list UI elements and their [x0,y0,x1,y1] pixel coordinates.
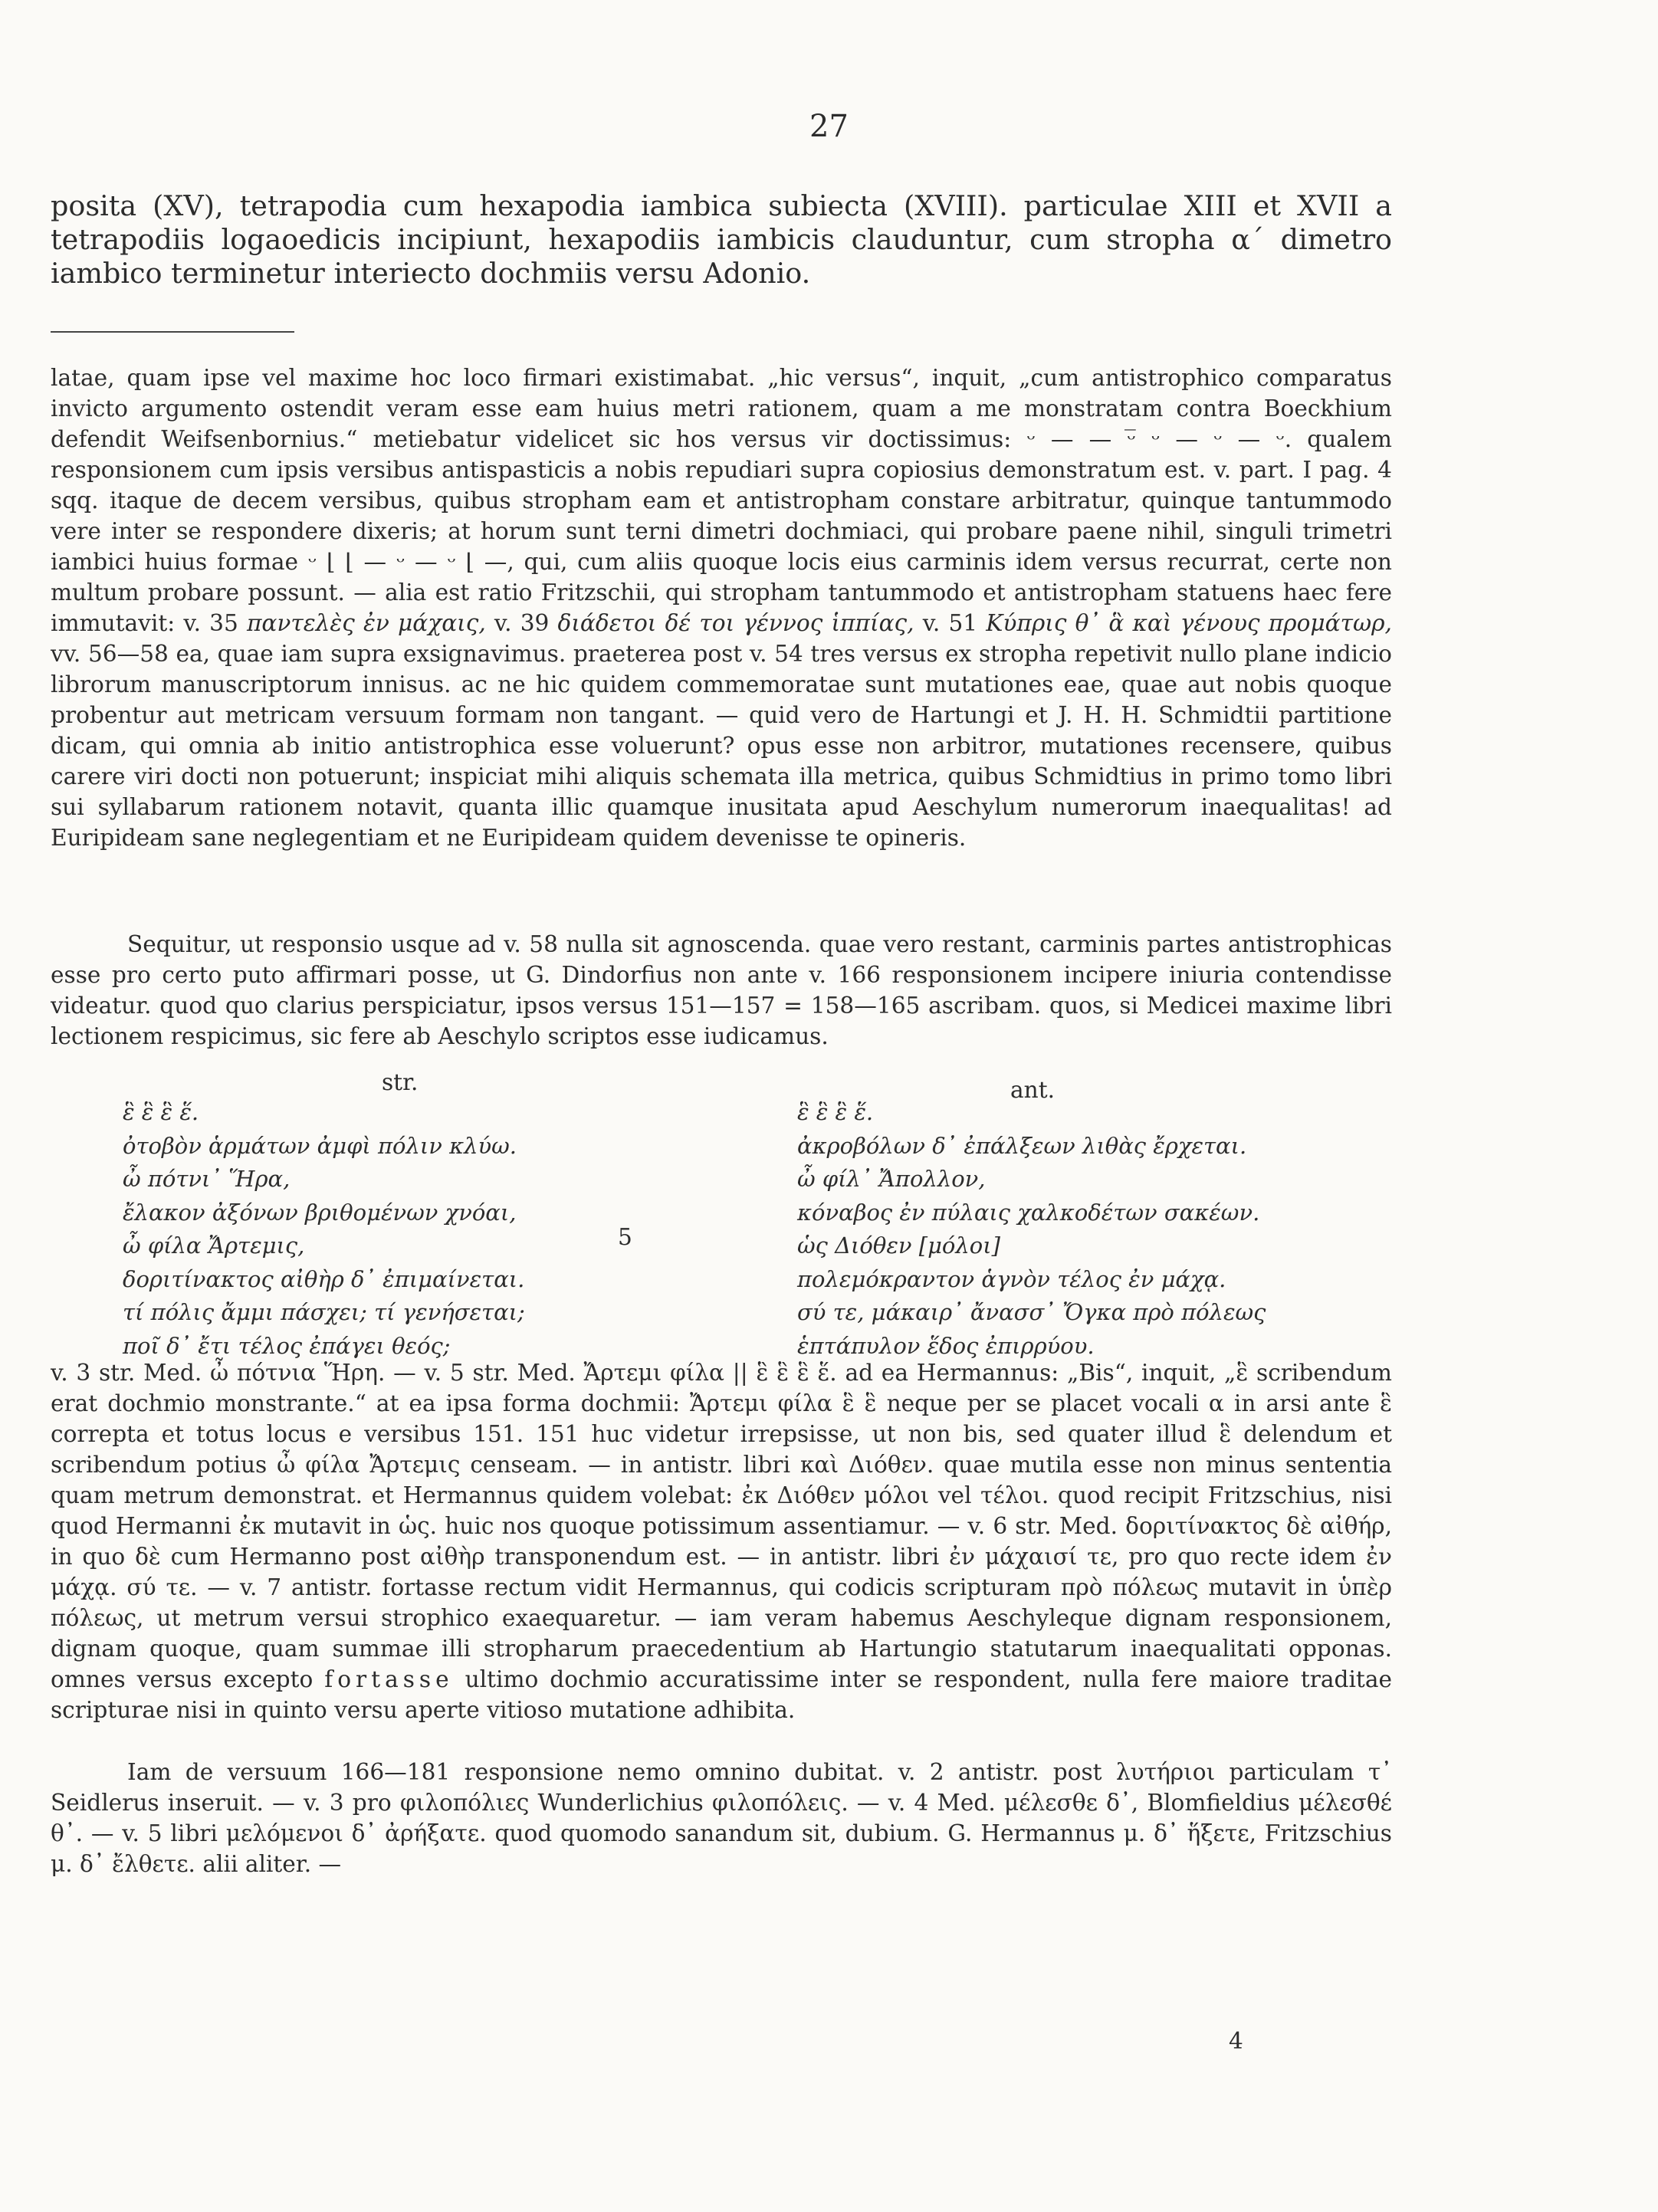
verse-line: ἓ ἓ ἓ ἕ. [797,1099,874,1125]
antistrophe-verses [797,1096,1395,1363]
verse-line: κόναβος ἐν πύλαις χαλκοδέτων σακέων. [797,1199,1260,1226]
greek-quote: Κύπρις θ᾽ ἃ καὶ γένους προμάτωρ, [986,610,1392,636]
greek-quote: παντελὲς ἐν μάχαις, [246,610,486,636]
verse-line: πολεμόκραντον ἁγνὸν τέλος ἐν μάχᾳ. [797,1265,1226,1292]
intro-paragraph: posita (XV), tetrapodia cum hexapodia iambica subiecta (XVIII). particulae XIII et XVII a tetrapodiis logaoedicis incipiunt, hexapodiis iambicis clauduntur, cum stropha α΄ dimetro iambico terminetur interiecto dochmiis versu Adonio. [51,189,1392,290]
verse-line: ὦ πότνι᾽ Ἥρα, [123,1166,291,1192]
footnote-ref: v. 39 [494,610,550,636]
verse-line: ὦ φίλα Ἄρτεμις, [123,1232,305,1259]
critical-note-text: v. 3 str. Med. ὦ πότνια Ἥρη. — v. 5 str. Med. Ἄρτεμι φίλα || ἓ ἓ ἓ ἕ. ad ea Hermannus: „Bis“, inquit, „ἓ scribendum erat dochmio monstrante.“ at ea ipsa forma dochmii: Ἄρτεμι φίλα ἓ ἓ neque per se placet vocali α in arsi ante ἓ correpta et totus locus e versibus 151. 151 huc videtur irrepsisse, ut non bis, sed quater illud ἓ delendum et scribendum potius ὦ φίλα Ἄρτεμις censeam. — in antistr. libri καὶ Διόθεν. quae mutila esse non minus sententia quam metrum demonstrat. et Hermannus quidem volebat: ἐκ Διόθεν μόλοι vel τέλοι. quod recipit Fritzschius, nisi quod Hermanni ἐκ mutavit in ὡς. huic nos quoque potissimum assentiamur. — v. 6 str. Med. δοριτίνακτος δὲ αἰθήρ, in quo δὲ cum Hermanno post αἰθὴρ transponendum est. — in antistr. libri ἐν μάχαισί τε, pro quo recte idem ἐν μάχᾳ. σύ τε. — v. 7 antistr. fortasse rectum vidit Hermannus, qui codicis scripturam πρὸ πόλεως mutavit in ὑπὲρ πόλεως, ut metrum versui strophico exaequaretur. — iam veram habemus Aeschyleque dignam responsionem, dignam quoque, quam summae illi stropharum praecedentium ab Hartungio statutarum inaequalitati opponas. omnes versus excepto [51,1360,1392,1692]
critical-notes [51,1357,1392,1725]
verse-line: δοριτίνακτος αἰθὴρ δ᾽ ἐπιμαίνεται. [123,1265,525,1292]
responsio-paragraph: Sequitur, ut responsio usque ad v. 58 nulla sit agnoscenda. quae vero restant, carminis partes antistrophicas esse pro certo puto affirmari posse, ut G. Dindorfius non ante v. 166 responsionem incipere iniuria contendisse videatur. quod quo clarius perspiciatur, ipsos versus 151—157 = 158—165 ascribam. quos, si Medicei maxime libri lectionem respicimus, sic fere ab Aeschylo scriptos esse iudicamus. [51,931,1392,1049]
footnote-paragraph: vv. 56—58 ea, quae iam supra exsignavimus. praeterea post v. 54 tres versus ex stropha repetivit nullo plane indicio librorum manuscriptorum innisus. ac ne hic quidem commemoratae sunt mutationes eae, quae aut nobis quoque probentur aut metricam versuum formam non tangant. — quid vero de Hartungi et J. H. H. Schmidtii partitione dicam, qui omnia ab initio antistrophica esse voluerunt? opus esse non arbitror, mutationes recensere, quibus carere viri docti non potuerunt; inspiciat mihi aliquis schemata illa metrica, quibus Schmidtius in primo tomo libri sui syllabarum rationem notavit, quanta illic quamque inusitata apud Aeschylum numerorum inaequalitas! ad Euripideam sane neglegentiam et ne Euripideam quidem devenisse te opineris. [51,641,1392,851]
verse-line: ὡς Διόθεν [μόλοι] [797,1232,1000,1259]
footnote-divider [51,331,294,333]
strophe-verses [123,1096,613,1363]
verse-line: τί πόλις ἄμμι πάσχει; τί γενήσεται; [123,1299,525,1325]
antistrophe-label: ant. [1010,1077,1056,1103]
signature-mark: 4 [1229,2028,1243,2054]
emphasized-word: fortasse [324,1666,454,1692]
verse-line: ὀτοβὸν ἁρμάτων ἀμφὶ πόλιν κλύω. [123,1132,517,1159]
strophe-label: str. [382,1069,419,1095]
greek-quote: διάδετοι δέ τοι γέννος ἱππίας, [557,610,914,636]
page-number: 27 [809,109,849,144]
body-paragraph [51,929,1392,1052]
verse-line: ἑπτάπυλον ἕδος ἐπιρρύου. [797,1332,1095,1359]
line-number-marker: 5 [618,1224,632,1250]
footnote-text [51,363,1392,853]
critical-note-text: ultimo dochmio accuratissime inter se respondent, nulla fere maiore traditae scripturae nisi in quinto versu aperte vitioso mutatione adhibita. [51,1666,1392,1723]
verse-line: ποῖ δ᾽ ἔτι τέλος ἐπάγει θεός; [123,1332,451,1359]
verse-line: ἓ ἓ ἓ ἕ. [123,1099,199,1125]
footnote-ref: v. 51 [922,610,978,636]
footnote-paragraph: latae, quam ipse vel maxime hoc loco firmari existimabat. „hic versus“, inquit, „cum antistrophico comparatus invicto argumento ostendit veram esse eam huius metri rationem, quam a me monstratam contra Boeckhium defendit Weifsenbornius.“ metiebatur videlicet sic hos versus vir doctissimus: ᵕ — — ᵕ̅ ᵕ — ᵕ — ᵕ. qualem responsionem cum ipsis versibus antispasticis a nobis repudiari supra copiosius demonstratum est. v. part. I pag. 4 sqq. itaque de decem versibus, quibus stropham eam et antistropham constare arbitratur, quinque tantummodo vere inter se respondere dixeris; at horum sunt terni dimetri dochmiaci, qui probare paene nihil, singuli trimetri iambici huius formae ᵕ ⌊ ⌊ — ᵕ — ᵕ ⌊ —, qui, cum aliis quoque locis eius carminis idem versus recurrat, certe non multum probare possunt. — alia est ratio Fritzschii, qui stropham tantummodo et antistropham statuens haec fere immutavit: v. 35 [51,365,1392,636]
verse-line: σύ τε, μάκαιρ᾽ ἄνασσ᾽ Ὄγκα πρὸ πόλεως [797,1299,1266,1325]
closing-paragraph: Iam de versuum 166—181 responsione nemo omnino dubitat. v. 2 antistr. post λυτήριοι particulam τ᾽ Seidlerus inseruit. — v. 3 pro φιλοπόλιες Wunderlichius φιλοπόλεις. — v. 4 Med. μέλεσθε δ᾽, Blomfieldius μέλεσθέ θ᾽. — v. 5 libri μελόμενοι δ᾽ ἀρήξατε. quod quomodo sanandum sit, dubium. G. Hermannus μ. δ᾽ ἥξετε, Fritzschius μ. δ᾽ ἔλθετε. alii aliter. — [51,1759,1392,1877]
verse-line: ὦ φίλ᾽ Ἄπολλον, [797,1166,986,1192]
verse-line: ἀκροβόλων δ᾽ ἐπάλξεων λιθὰς ἔρχεται. [797,1132,1247,1159]
verse-line: ἔλακον ἀξόνων βριθομένων χνόαι, [123,1199,517,1226]
closing-notes [51,1757,1392,1879]
